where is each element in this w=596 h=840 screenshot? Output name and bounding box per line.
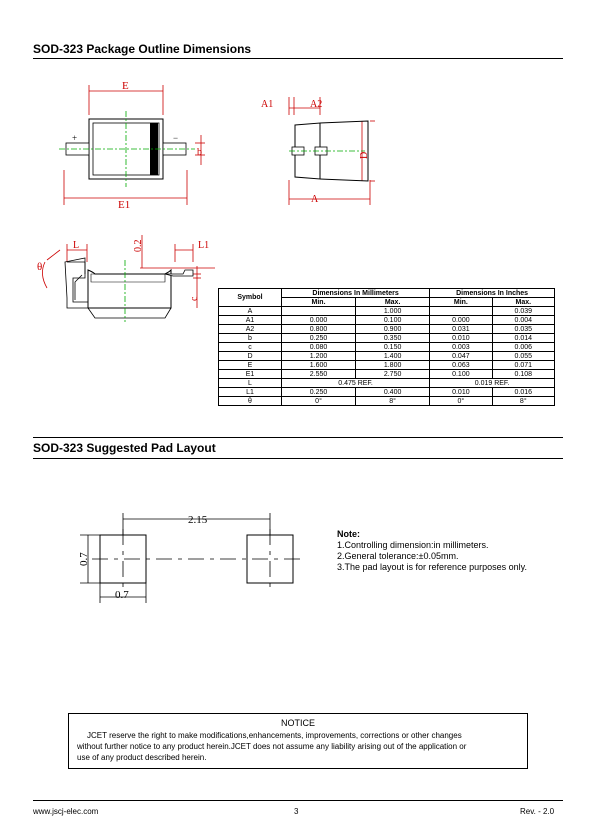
label-0.2: 0.2 bbox=[133, 239, 144, 252]
revision: Rev. - 2.0 bbox=[520, 807, 555, 816]
cell-in-min: 0° bbox=[430, 397, 492, 406]
dim-2.15: 2.15 bbox=[188, 514, 208, 526]
cell-in-min: 0.003 bbox=[430, 343, 492, 352]
row-symbol: A bbox=[219, 307, 282, 316]
cell-mm-ref: 0.475 REF. bbox=[282, 379, 430, 388]
row-symbol: A2 bbox=[219, 325, 282, 334]
cell-in-max: 0.004 bbox=[492, 316, 554, 325]
label-D: D bbox=[359, 151, 370, 159]
table-row bbox=[219, 334, 555, 343]
cell-in-max: 0.016 bbox=[492, 388, 554, 397]
cell-in-max: 0.071 bbox=[492, 361, 554, 370]
cell-in-min bbox=[430, 307, 492, 316]
cell-mm-max: 1.800 bbox=[356, 361, 430, 370]
table-header-min: Min. bbox=[430, 298, 492, 307]
notice-title: NOTICE bbox=[280, 718, 315, 728]
cell-mm-max: 1.400 bbox=[356, 352, 430, 361]
notice-line: JCET reserve the right to make modifications,enhancements, improvements, corrections or other changes bbox=[87, 731, 462, 740]
footer-url[interactable]: www.jscj-elec.com bbox=[33, 807, 99, 816]
footer-rule bbox=[33, 800, 563, 801]
cathode-mark: − bbox=[173, 133, 179, 143]
page-number: 3 bbox=[294, 807, 299, 816]
cell-in-min: 0.031 bbox=[430, 325, 492, 334]
table-row bbox=[219, 388, 555, 397]
cell-mm-max: 1.000 bbox=[356, 307, 430, 316]
cell-in-min: 0.063 bbox=[430, 361, 492, 370]
cell-mm-max: 0.900 bbox=[356, 325, 430, 334]
row-symbol: L1 bbox=[219, 388, 282, 397]
table-header-min: Min. bbox=[282, 298, 356, 307]
cell-in-ref: 0.019 REF. bbox=[430, 379, 555, 388]
label-theta: θ bbox=[37, 261, 43, 273]
section-rule bbox=[33, 58, 563, 59]
note-line: 2.General tolerance:±0.05mm. bbox=[337, 551, 459, 561]
row-symbol: D bbox=[219, 352, 282, 361]
row-symbol: A1 bbox=[219, 316, 282, 325]
table-header-in: Dimensions In Inches bbox=[430, 289, 555, 298]
table-row bbox=[219, 379, 555, 388]
anode-mark: + bbox=[72, 133, 78, 143]
cell-mm-max: 0.100 bbox=[356, 316, 430, 325]
row-symbol: E bbox=[219, 361, 282, 370]
cell-in-min: 0.010 bbox=[430, 334, 492, 343]
notice-line: without further notice to any product herein.JCET does not assume any liability arising out of the application or bbox=[77, 742, 467, 751]
cell-in-max: 0.035 bbox=[492, 325, 554, 334]
label-E1: E1 bbox=[118, 199, 131, 211]
row-symbol: L bbox=[219, 379, 282, 388]
notice-box bbox=[68, 713, 528, 769]
cell-in-max: 0.108 bbox=[492, 370, 554, 379]
section-rule bbox=[33, 458, 563, 459]
cell-in-max: 0.014 bbox=[492, 334, 554, 343]
label-L: L bbox=[73, 240, 80, 251]
cell-in-min: 0.000 bbox=[430, 316, 492, 325]
cell-mm-min: 1.200 bbox=[282, 352, 356, 361]
cell-mm-max: 0.150 bbox=[356, 343, 430, 352]
cell-in-min: 0.047 bbox=[430, 352, 492, 361]
cell-mm-max: 8° bbox=[356, 397, 430, 406]
cell-in-max: 0.039 bbox=[492, 307, 554, 316]
section-rule bbox=[33, 437, 563, 438]
label-b: b bbox=[197, 147, 202, 158]
cell-mm-max: 2.750 bbox=[356, 370, 430, 379]
side-view-drawing bbox=[255, 95, 385, 210]
cell-in-min: 0.100 bbox=[430, 370, 492, 379]
section-title-outline: SOD-323 Package Outline Dimensions bbox=[33, 42, 252, 56]
dim-0.7-horizontal: 0.7 bbox=[115, 589, 129, 601]
dim-0.7-vertical: 0.7 bbox=[78, 552, 90, 566]
table-header-max: Max. bbox=[356, 298, 430, 307]
table-row bbox=[219, 316, 555, 325]
section-title-pad: SOD-323 Suggested Pad Layout bbox=[33, 441, 216, 455]
label-E: E bbox=[122, 80, 129, 92]
table-row bbox=[219, 325, 555, 334]
table-row bbox=[219, 343, 555, 352]
cell-mm-min bbox=[282, 307, 356, 316]
note-line: 1.Controlling dimension:in millimeters. bbox=[337, 540, 489, 550]
lead-detail-drawing bbox=[25, 230, 220, 325]
cell-mm-min: 1.600 bbox=[282, 361, 356, 370]
row-symbol: b bbox=[219, 334, 282, 343]
row-symbol: θ bbox=[219, 397, 282, 406]
pad-layout-drawing bbox=[60, 505, 310, 605]
cell-mm-min: 2.550 bbox=[282, 370, 356, 379]
table-header-symbol: Symbol bbox=[219, 289, 282, 307]
top-view-drawing bbox=[55, 75, 215, 215]
dimension-table bbox=[218, 288, 555, 406]
cell-mm-min: 0.250 bbox=[282, 334, 356, 343]
cell-in-max: 0.006 bbox=[492, 343, 554, 352]
cell-mm-min: 0.800 bbox=[282, 325, 356, 334]
cell-mm-min: 0.250 bbox=[282, 388, 356, 397]
table-row bbox=[219, 307, 555, 316]
notice-line: use of any product described herein. bbox=[77, 753, 207, 762]
label-A: A bbox=[311, 194, 319, 205]
cell-mm-max: 0.350 bbox=[356, 334, 430, 343]
row-symbol: c bbox=[219, 343, 282, 352]
cell-mm-min: 0° bbox=[282, 397, 356, 406]
cell-in-min: 0.010 bbox=[430, 388, 492, 397]
label-A1: A1 bbox=[261, 99, 274, 110]
row-symbol: E1 bbox=[219, 370, 282, 379]
cell-in-max: 0.055 bbox=[492, 352, 554, 361]
cell-mm-max: 0.400 bbox=[356, 388, 430, 397]
table-header-mm: Dimensions In Millimeters bbox=[282, 289, 430, 298]
cell-in-max: 8° bbox=[492, 397, 554, 406]
table-row bbox=[219, 352, 555, 361]
table-row bbox=[219, 361, 555, 370]
cell-mm-min: 0.000 bbox=[282, 316, 356, 325]
label-L1: L1 bbox=[198, 240, 210, 251]
note-title: Note: bbox=[337, 529, 360, 539]
table-row bbox=[219, 397, 555, 406]
cell-mm-min: 0.080 bbox=[282, 343, 356, 352]
note-block bbox=[337, 529, 527, 573]
table-row bbox=[219, 370, 555, 379]
label-A2: A2 bbox=[310, 99, 323, 110]
label-c: c bbox=[189, 296, 200, 301]
note-line: 3.The pad layout is for reference purposes only. bbox=[337, 562, 527, 572]
table-header-max: Max. bbox=[492, 298, 554, 307]
